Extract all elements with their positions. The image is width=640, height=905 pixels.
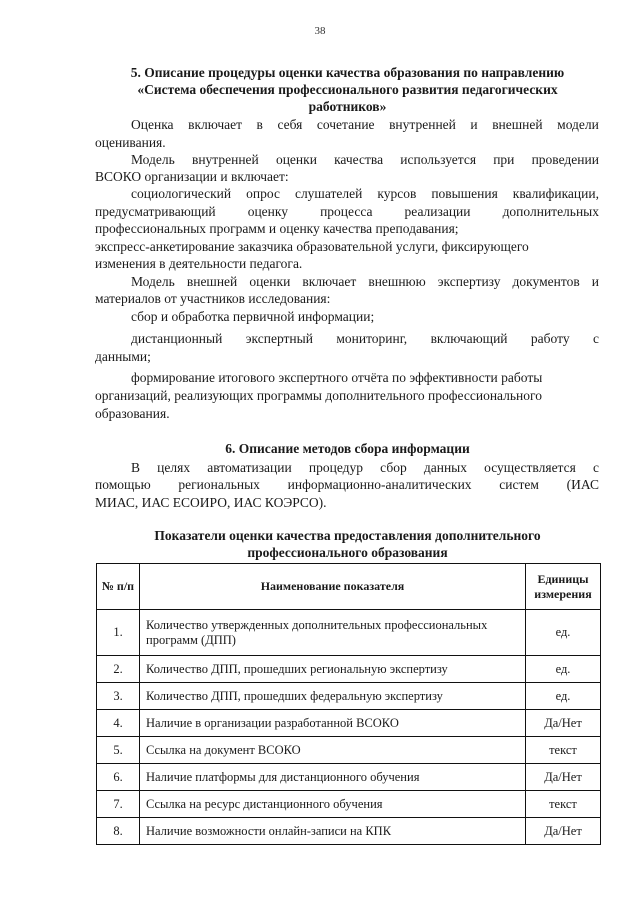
section5-paragraph-line: изменения в деятельности педагога. [95,256,303,271]
table-row [97,737,601,764]
word: В [131,460,141,475]
word: автоматизации [207,460,292,475]
page-number: 38 [314,25,326,37]
section5-paragraph-line: образования. [95,406,170,421]
section5-paragraph-line: организаций, реализующих программы дополнительного профессионального [95,388,542,403]
word: документов [512,274,580,289]
table-title-line-2: профессионального образования [247,545,448,560]
row-unit: Да/Нет [526,818,601,845]
word: экспертизу [437,274,501,289]
section6-paragraph-line: МИАС, ИАС ЕСОИРО, ИАС КОЭРСО). [95,495,327,510]
word: включает [302,274,357,289]
row-name: Количество ДПП, прошедших федеральную экспертизу [140,683,526,710]
word: целях [157,460,191,475]
word: оценки [275,152,317,167]
row-num: 4. [97,710,140,737]
table-row [97,610,601,656]
word: мониторинг, [336,331,408,346]
row-name: Ссылка на ресурс дистанционного обучения [140,791,526,818]
row-unit: Да/Нет [526,764,601,791]
word: модели [557,117,599,132]
section5-paragraph-line [131,273,599,290]
row-unit: ед. [526,683,601,710]
row-unit: текст [526,737,601,764]
word: внутренней [191,152,259,167]
word: внутренней [389,117,456,132]
table-row [97,818,601,845]
section6-paragraph-line [95,476,599,493]
word: при [493,152,515,167]
section5-paragraph-line [95,203,599,220]
section5-paragraph-line: данными; [95,349,151,364]
word: предусматривающий [95,204,216,219]
table-row [97,791,601,818]
row-name: Наличие в организации разработанной ВСОКО [140,710,526,737]
word: реализации [404,204,471,219]
word: внешней [492,117,543,132]
word: проведении [531,152,599,167]
word: слушателей [294,186,363,201]
word: с [592,331,599,346]
section5-paragraph-line: ВСОКО организации и включает: [95,169,289,184]
word: Оценка [131,117,174,132]
word: включает [188,117,242,132]
word: дополнительных [502,204,599,219]
word: опрос [246,186,280,201]
section5-paragraph-line: экспресс-анкетирование заказчика образовательной услуги, фиксирующего [95,239,529,254]
word: оценки [249,274,291,289]
word: включающий [430,331,508,346]
section5-heading-line-1: 5. Описание процедуры оценки качества образования по направлению [130,65,565,80]
word: региональных [178,477,260,492]
word: используется [400,152,477,167]
table-row [97,683,601,710]
word: оценку [247,204,289,219]
word: внешнюю [368,274,426,289]
section5-paragraph-line: профессиональных программ и оценку качества преподавания; [95,221,459,236]
word: осуществляется [484,460,576,475]
word: курсов [377,186,417,201]
word: внешней [186,274,238,289]
row-name: Наличие платформы для дистанционного обучения [140,764,526,791]
row-name: Ссылка на документ ВСОКО [140,737,526,764]
row-name: Количество утвержденных дополнительных профессиональных программ (ДПП) [140,610,526,656]
word: экспертный [245,331,313,346]
word: социологический [131,186,232,201]
row-name: Количество ДПП, прошедших региональную экспертизу [140,656,526,683]
word: с [592,460,599,475]
word: в [256,117,263,132]
word: и [591,274,599,289]
row-unit: Да/Нет [526,710,601,737]
word: квалификации, [512,186,599,201]
word: процедур [308,460,364,475]
word: данных [423,460,467,475]
row-unit: текст [526,791,601,818]
word: Модель [131,274,175,289]
section5-paragraph-line: сбор и обработка первичной информации; [131,309,375,324]
row-num: 8. [97,818,140,845]
section5-paragraph-line: материалов от участников исследования: [95,291,331,306]
word: систем [499,477,539,492]
word: сочетание [316,117,375,132]
word: и [470,117,478,132]
section6-paragraph-line [131,459,599,476]
table-title-line-1: Показатели оценки качества предоставления дополнительного [154,528,541,543]
section5-heading-line-2: «Система обеспечения профессионального развития педагогических [137,82,558,97]
word: повышения [431,186,498,201]
word: Модель [131,152,175,167]
header-name: Наименование показателя [140,564,526,610]
word: помощью [95,477,151,492]
table-row [97,656,601,683]
section5-paragraph-line: оценивания. [95,135,166,150]
table-row [97,710,601,737]
word: дистанционный [131,331,223,346]
word: себя [277,117,303,132]
row-unit: ед. [526,610,601,656]
table-row [97,764,601,791]
row-num: 5. [97,737,140,764]
row-num: 1. [97,610,140,656]
row-num: 7. [97,791,140,818]
section5-paragraph-line: формирование итогового экспертного отчёта по эффективности работы [131,370,543,385]
header-unit: Единицы измерения [526,564,601,610]
section5-heading-line-3: работников» [308,99,387,114]
section5-paragraph-line [131,151,599,168]
word: работу [530,331,570,346]
section5-paragraph-line [131,330,599,347]
word: процесса [320,204,373,219]
section5-paragraph-line [131,185,599,202]
word: (ИАС [566,477,599,492]
row-num: 6. [97,764,140,791]
row-num: 3. [97,683,140,710]
section5-paragraph-line [131,116,599,133]
row-name: Наличие возможности онлайн-записи на КПК [140,818,526,845]
indicators-table [96,563,601,845]
table-header-row [97,564,601,610]
header-num: № п/п [97,564,140,610]
row-num: 2. [97,656,140,683]
row-unit: ед. [526,656,601,683]
word: сбор [380,460,407,475]
section6-heading: 6. Описание методов сбора информации [225,441,470,456]
word: информационно-аналитических [287,477,472,492]
word: качества [334,152,384,167]
